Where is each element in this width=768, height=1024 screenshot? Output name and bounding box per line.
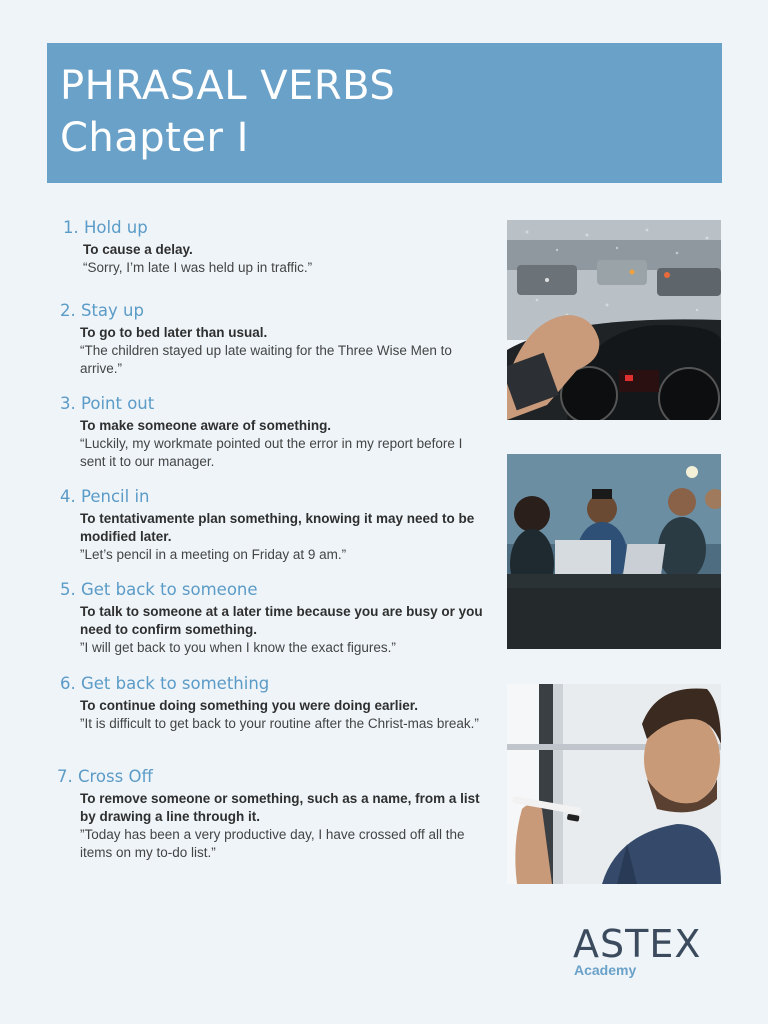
entry-definition: To cause a delay. [83,242,193,257]
photo-driving-in-traffic [507,220,721,420]
entry-definition: To talk to someone at a later time because you are busy or you need to confirm something. [80,604,483,637]
entry-definition: To remove someone or something, such as a name, from a list by drawing a line through it. [80,791,480,824]
list-item [60,394,500,471]
list-item [60,580,500,657]
entry-example: ”I will get back to you when I know the exact figures.” [80,640,396,655]
entry-definition: To tentativamente plan something, knowing it may need to be modified later. [80,511,475,544]
entry-title: 1. Hold up [63,218,148,237]
entry-definition: To go to bed later than usual. [80,325,268,340]
entry-title: 6. Get back to something [60,674,270,693]
entry-title: 2. Stay up [60,301,144,320]
entry-example: ”Let’s pencil in a meeting on Friday at 9 am.” [80,547,347,562]
photo-team-meeting-illustration [507,454,721,649]
list-item [60,301,500,378]
entry-example: ”Today has been a very productive day, I have crossed off all the items on my to-do list.” [80,827,465,860]
list-item [63,218,503,277]
page-title: PHRASAL VERBS [60,63,396,109]
photo-man-with-marker [507,684,721,884]
photo-driving-in-traffic-illustration [507,220,721,420]
entry-definition: To make someone aware of something. [80,418,332,433]
entry-title: 7. Cross Off [57,767,153,786]
astex-academy-logo [573,922,723,982]
page-subtitle: Chapter I [60,115,249,161]
logo-wordmark: ASTEX [573,922,702,966]
entry-title: 3. Point out [60,394,155,413]
entry-definition: To continue doing something you were doing earlier. [80,698,419,713]
list-item [60,674,500,733]
list-item [60,487,500,564]
entry-title: 5. Get back to someone [60,580,258,599]
entry-example: “Sorry, I’m late I was held up in traffic.” [83,260,313,275]
entry-example: “The children stayed up late waiting for the Three Wise Men to arrive.” [80,343,452,376]
logo-subtitle: Academy [574,962,637,978]
entry-example: “Luckily, my workmate pointed out the error in my report before I sent it to our manager. [80,436,463,469]
header-banner [47,43,722,183]
entry-title: 4. Pencil in [60,487,150,506]
list-item [57,767,497,862]
photo-man-with-marker-illustration [507,684,721,884]
photo-team-meeting [507,454,721,649]
entry-example: ”It is difficult to get back to your routine after the Christ-mas break.” [80,716,479,731]
